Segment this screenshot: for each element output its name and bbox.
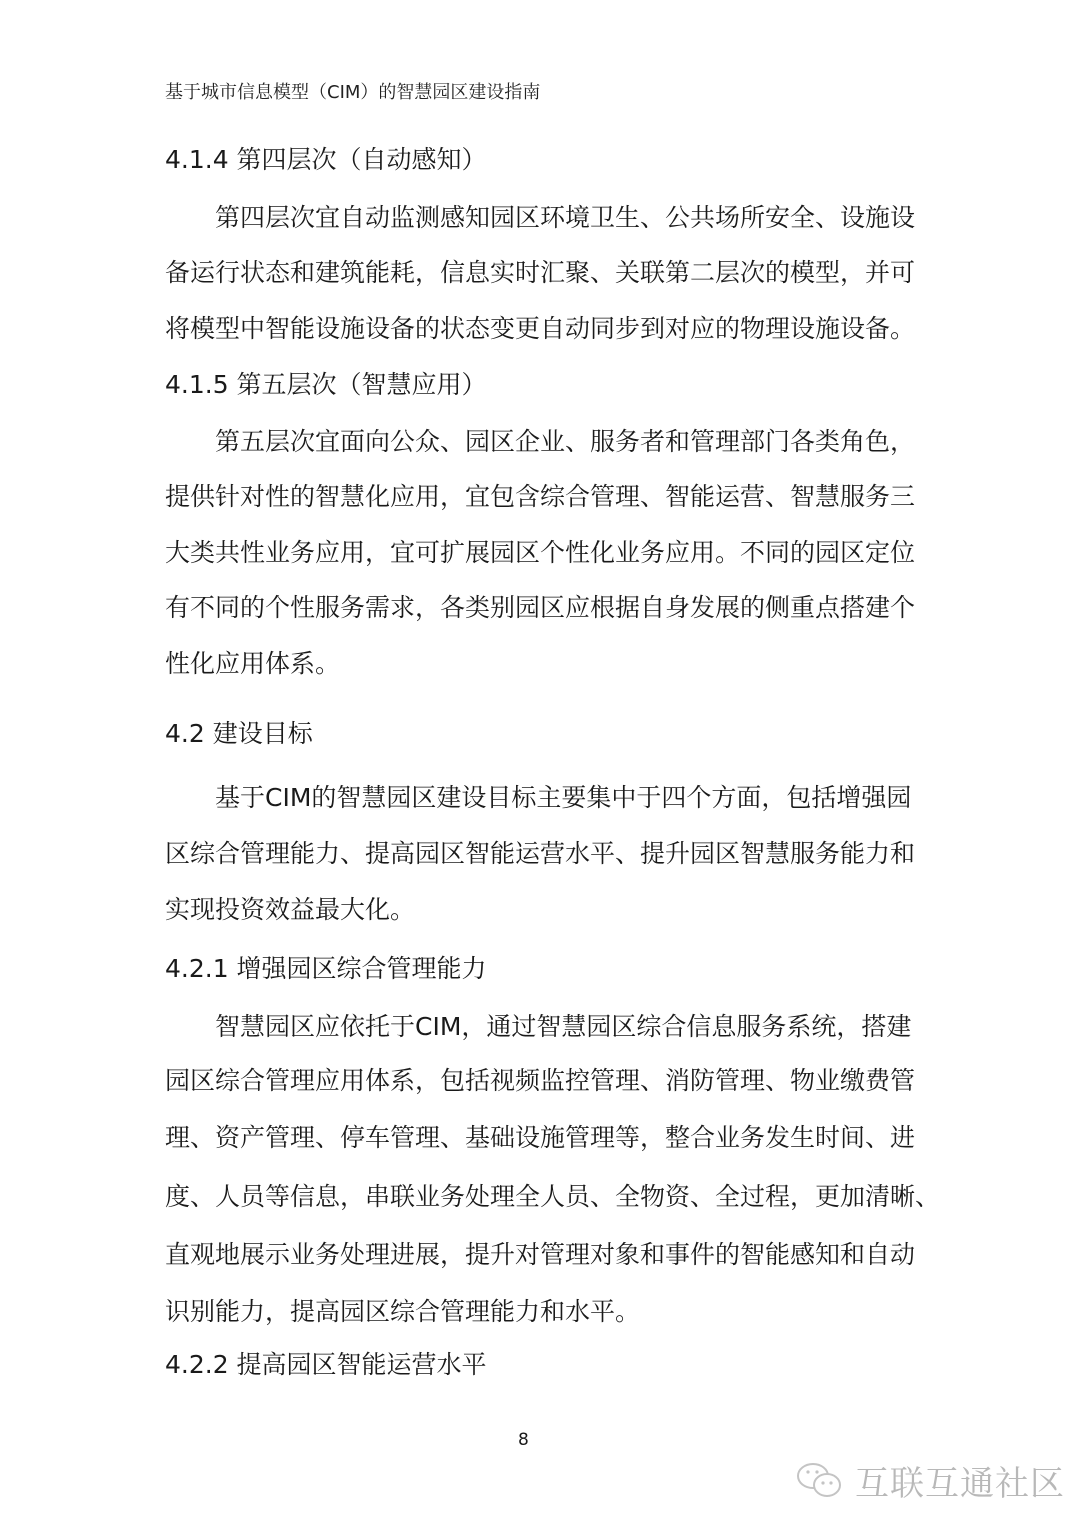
section-heading: 4.2.1 增强园区综合管理能力 (165, 954, 487, 983)
paragraph-line: 性化应用体系。 (165, 649, 341, 678)
paragraph-line: 理、资产管理、停车管理、基础设施管理等，整合业务发生时间、进 (165, 1123, 916, 1152)
paragraph-line: 第五层次宜面向公众、园区企业、服务者和管理部门各类角色， (215, 427, 916, 456)
watermark-text: 互联互通社区 (855, 1464, 1065, 1504)
paragraph-line: 智慧园区应依托于CIM，通过智慧园区综合信息服务系统，搭建 (215, 1012, 912, 1041)
paragraph-line: 直观地展示业务处理进展，提升对管理对象和事件的智能感知和自动 (165, 1240, 916, 1269)
paragraph-line: 园区综合管理应用体系，包括视频监控管理、消防管理、物业缴费管 (165, 1066, 916, 1095)
section-heading: 4.2.2 提高园区智能运营水平 (165, 1350, 487, 1379)
watermark (795, 1456, 1065, 1505)
paragraph-line: 区综合管理能力、提高园区智能运营水平、提升园区智慧服务能力和 (165, 839, 916, 868)
paragraph-line: 实现投资效益最大化。 (165, 895, 416, 924)
section-heading: 4.1.5 第五层次（智慧应用） (165, 370, 487, 399)
paragraph-line: 大类共性业务应用，宜可扩展园区个性化业务应用。不同的园区定位 (165, 538, 916, 567)
paragraph-line: 基于CIM的智慧园区建设目标主要集中于四个方面，包括增强园 (215, 783, 912, 812)
paragraph-line: 备运行状态和建筑能耗，信息实时汇聚、关联第二层次的模型，并可 (165, 258, 916, 287)
section-heading: 4.1.4 第四层次（自动感知） (165, 145, 487, 174)
running-header: 基于城市信息模型（CIM）的智慧园区建设指南 (165, 82, 541, 103)
paragraph-line: 将模型中智能设施设备的状态变更自动同步到对应的物理设施设备。 (165, 314, 916, 343)
paragraph-line: 有不同的个性服务需求，各类别园区应根据自身发展的侧重点搭建个 (165, 593, 916, 622)
paragraph-line: 第四层次宜自动监测感知园区环境卫生、公共场所安全、设施设 (215, 203, 916, 232)
wechat-icon (795, 1461, 847, 1501)
paragraph-line: 度、人员等信息，串联业务处理全人员、全物资、全过程，更加清晰、 (165, 1182, 941, 1211)
paragraph-line: 提供针对性的智慧化应用，宜包含综合管理、智能运营、智慧服务三 (165, 482, 916, 511)
paragraph-line: 识别能力，提高园区综合管理能力和水平。 (165, 1297, 641, 1326)
page-number: 8 (518, 1430, 529, 1450)
section-heading: 4.2 建设目标 (165, 719, 313, 748)
